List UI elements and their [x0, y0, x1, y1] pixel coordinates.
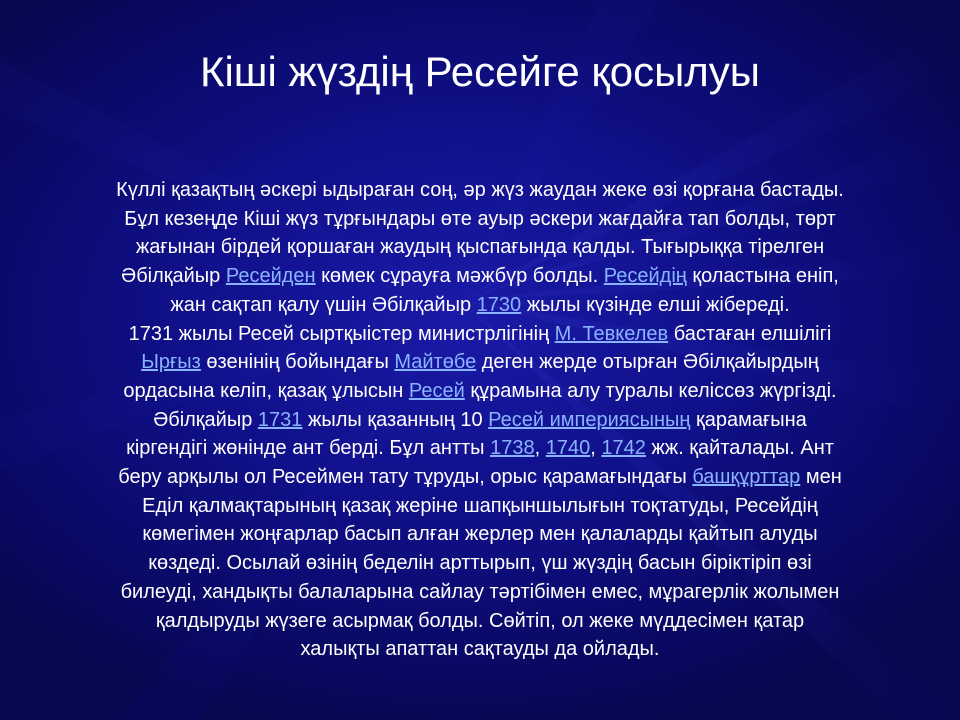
text-run: жан сақтап қалу үшін Әбілқайыр: [170, 293, 477, 316]
text-line: [20, 406, 940, 435]
link-reseyden[interactable]: Ресейден: [225, 265, 316, 288]
text-line: [20, 520, 940, 549]
text-line: [20, 549, 940, 578]
text-run: билеуді, хандықты балаларына сайлау тәртібімен емес, мұрагерлік жолымен: [120, 580, 840, 603]
text-run: қалдыруды жүзеге асырмақ болды. Сөйтіп, ол жеке мүддесімен қатар: [155, 609, 805, 632]
link-maytobe[interactable]: Майтөбе: [394, 351, 477, 374]
text-line: [20, 262, 940, 291]
text-run: көмегімен жоңғарлар басып алған жерлер мен қалаларды қайтып алуды: [142, 523, 818, 546]
text-run: Әбілқайыр: [121, 265, 226, 288]
text-run: ордасына келіп, қазақ ұлысын: [123, 379, 409, 402]
text-run: ,: [534, 437, 546, 460]
text-run: Бұл кезеңде Кіші жүз тұрғындары өте ауыр әскери жағдайға тап болды, төрт: [124, 207, 836, 230]
text-run: мен: [800, 466, 842, 489]
text-run: қоластына еніп,: [686, 265, 839, 288]
text-run: көмек сұрауға мәжбүр болды.: [315, 265, 604, 288]
text-line: [20, 635, 940, 664]
text-line: [20, 434, 940, 463]
link-reseydin[interactable]: Ресейдің: [603, 265, 687, 288]
text-line: [20, 320, 940, 349]
text-line: [20, 205, 940, 234]
link-resey-imperiyasy[interactable]: Ресей империясының: [488, 408, 691, 431]
text-run: жж. қайталады. Ант: [645, 437, 834, 460]
link-1742[interactable]: 1742: [601, 437, 646, 460]
text-line: [20, 578, 940, 607]
text-run: ,: [590, 437, 602, 460]
link-1740[interactable]: 1740: [545, 437, 591, 460]
text-line: [20, 463, 940, 492]
text-line: [20, 176, 940, 205]
text-run: Әбілқайыр: [153, 408, 258, 431]
text-run: деген жерде отырған Әбілқайырдың: [476, 351, 819, 374]
text-run: бастаған елшілігі: [668, 322, 832, 345]
text-line: [20, 291, 940, 320]
text-run: құрамына алу туралы келіссөз жүргізді.: [464, 379, 837, 402]
text-line: [20, 348, 940, 377]
text-run: Күллі қазақтың әскері ыдыраған соң, әр жүз жаудан жеке өзі қорғана бастады.: [116, 179, 844, 201]
text-line: [20, 607, 940, 636]
text-run: жағынан бірдей қоршаған жаудың қыспағында қалды. Тығырыққа тірелген: [135, 236, 825, 259]
link-yrgyz[interactable]: Ырғыз: [141, 351, 201, 374]
text-run: 1731 жылы Ресей сыртқыістер министрлігінің: [128, 322, 555, 345]
link-1730[interactable]: 1730: [476, 293, 522, 316]
text-run: Еділ қалмақтарының қазақ жеріне шапқыншылығын тоқтатуды, Ресейдің: [142, 494, 818, 517]
text-run: кіргендігі жөнінде ант берді. Бұл антты: [126, 437, 491, 460]
link-1731[interactable]: 1731: [257, 408, 303, 431]
text-run: көздеді. Осылай өзінің беделін арттырып, үш жүздің басын біріктіріп өзі: [148, 552, 812, 575]
text-run: қарамағына: [690, 408, 807, 431]
slide-title: Кіші жүздің Ресейге қосылуы: [199, 48, 760, 95]
link-resey[interactable]: Ресей: [408, 379, 465, 402]
text-line: [20, 377, 940, 406]
text-run: өзенінің бойындағы: [200, 351, 395, 374]
link-tevkelev[interactable]: М. Тевкелев: [554, 322, 669, 345]
text-run: беру арқылы ол Ресеймен тату тұруды, орыс қарамағындағы: [118, 466, 693, 489]
text-run: жылы қазанның 10: [302, 408, 489, 431]
text-run: халықты апаттан сақтауды да ойлады.: [300, 638, 660, 661]
link-bashqurttar[interactable]: башқұрттар: [692, 466, 801, 489]
body-paragraph: [20, 176, 940, 664]
text-run: жылы күзінде елші жібереді.: [521, 293, 790, 316]
text-line: [20, 233, 940, 262]
text-line: [20, 492, 940, 521]
link-1738[interactable]: 1738: [490, 437, 535, 460]
